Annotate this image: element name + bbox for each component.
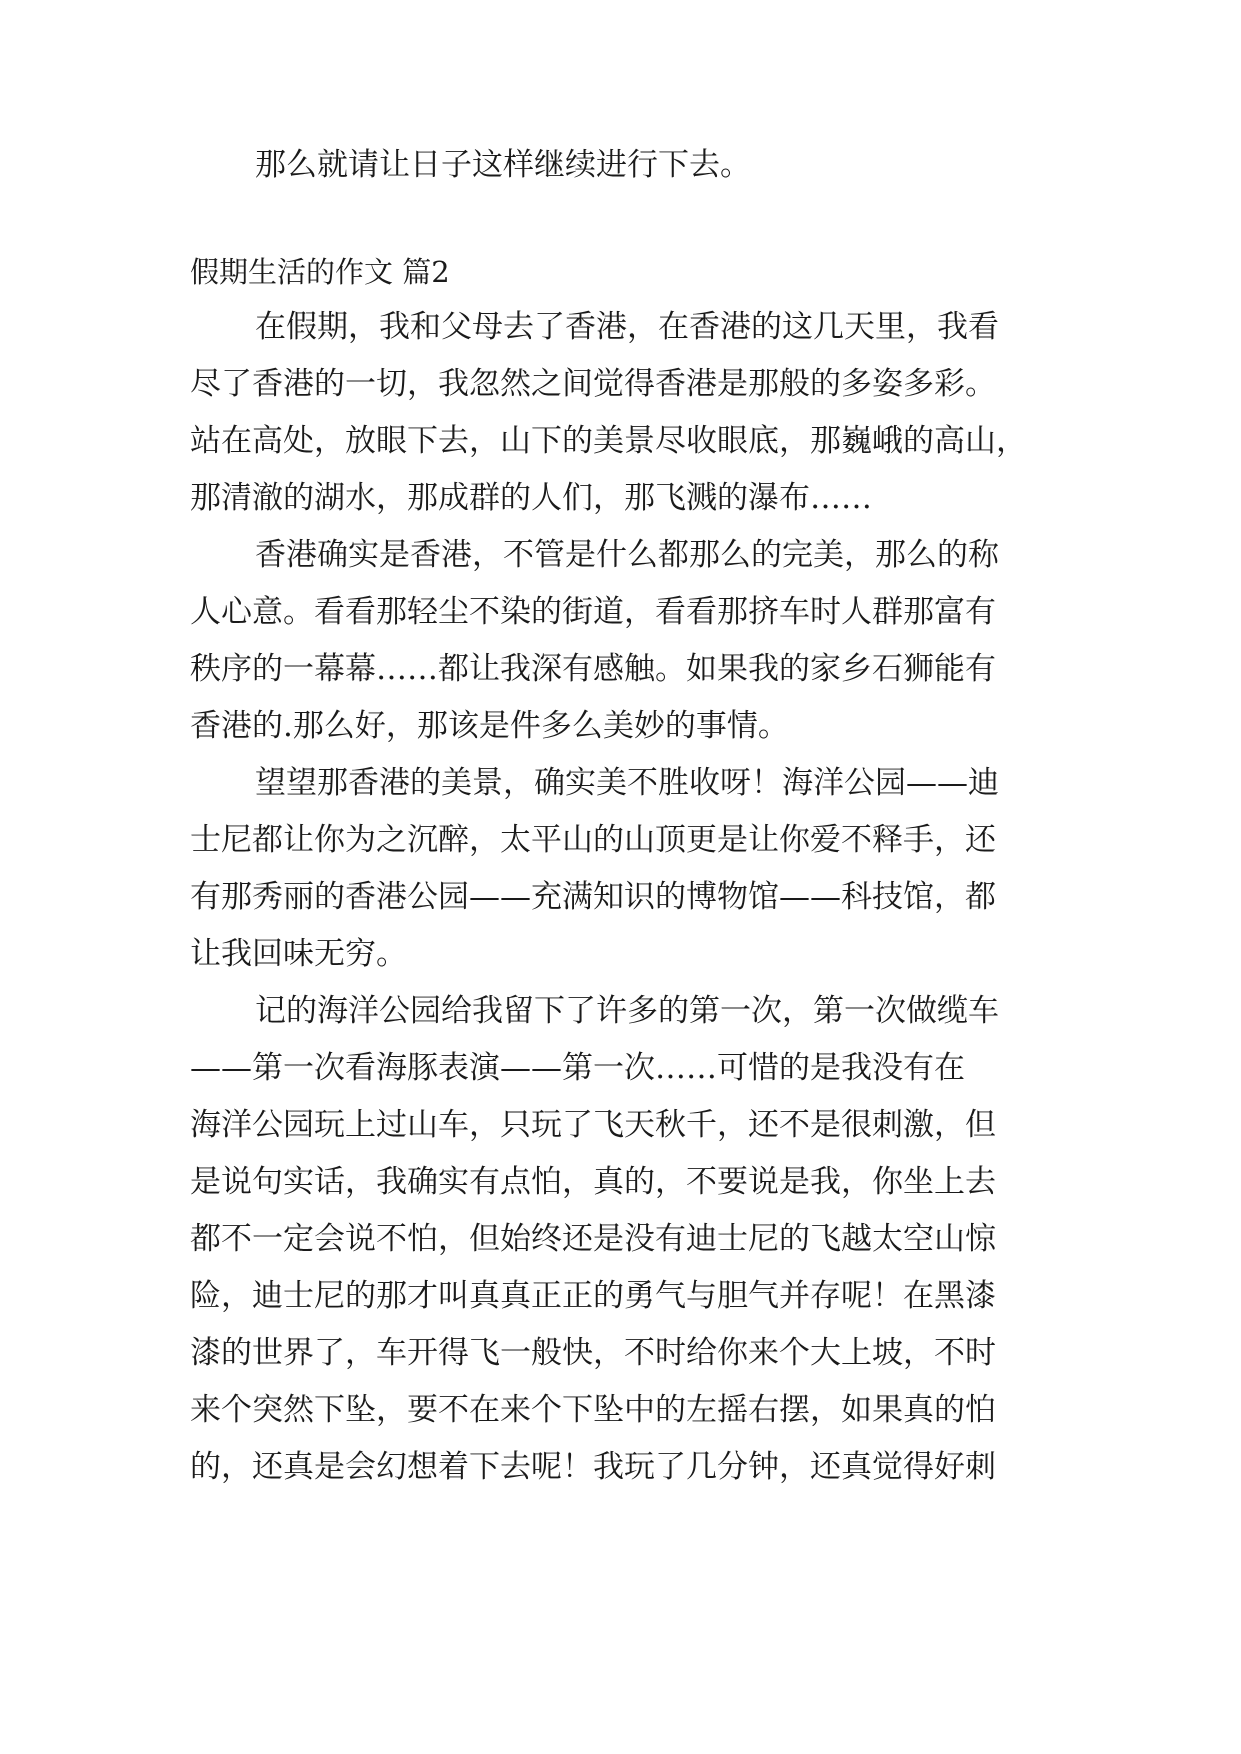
paragraph-1-line-4: 那清澈的湖水，那成群的人们，那飞溅的瀑布…… (190, 480, 872, 516)
paragraph-2-line-1: 香港确实是香港，不管是什么都那么的完美，那么的称 (255, 537, 999, 573)
continuation-line: 那么就请让日子这样继续进行下去。 (255, 147, 751, 183)
paragraph-4-line-3: 海洋公园玩上过山车，只玩了飞天秋千，还不是很刺激，但 (190, 1107, 996, 1143)
paragraph-3-line-1: 望望那香港的美景，确实美不胜收呀！海洋公园——迪 (255, 765, 999, 801)
paragraph-1-line-2: 尽了香港的一切，我忽然之间觉得香港是那般的多姿多彩。 (190, 366, 996, 402)
paragraph-1-line-3: 站在高处，放眼下去，山下的美景尽收眼底，那巍峨的高山， (190, 423, 1027, 459)
paragraph-1-line-1: 在假期，我和父母去了香港，在香港的这几天里，我看 (255, 309, 999, 345)
paragraph-4-line-6: 险，迪士尼的那才叫真真正正的勇气与胆气并存呢！在黑漆 (190, 1278, 996, 1314)
paragraph-3-line-2: 士尼都让你为之沉醉，太平山的山顶更是让你爱不释手，还 (190, 822, 996, 858)
paragraph-3-line-4: 让我回味无穷。 (190, 936, 407, 972)
paragraph-4-line-4: 是说句实话，我确实有点怕，真的，不要说是我，你坐上去 (190, 1164, 996, 1200)
paragraph-2-line-4: 香港的.那么好，那该是件多么美妙的事情。 (190, 708, 789, 744)
paragraph-4-line-8: 来个突然下坠，要不在来个下坠中的左摇右摆，如果真的怕 (190, 1392, 996, 1428)
paragraph-2-line-2: 人心意。看看那轻尘不染的街道，看看那挤车时人群那富有 (190, 594, 996, 630)
paragraph-4-line-5: 都不一定会说不怕，但始终还是没有迪士尼的飞越太空山惊 (190, 1221, 996, 1257)
paragraph-4-line-9: 的，还真是会幻想着下去呢！我玩了几分钟，还真觉得好刺 (190, 1449, 996, 1485)
paragraph-4-line-2: ——第一次看海豚表演——第一次……可惜的是我没有在 (190, 1050, 965, 1086)
paragraph-3-line-3: 有那秀丽的香港公园——充满知识的博物馆——科技馆，都 (190, 879, 996, 915)
section-title: 假期生活的作文 篇2 (190, 255, 450, 289)
paragraph-4-line-7: 漆的世界了，车开得飞一般快，不时给你来个大上坡，不时 (190, 1335, 996, 1371)
paragraph-2-line-3: 秩序的一幕幕……都让我深有感触。如果我的家乡石狮能有 (190, 651, 996, 687)
paragraph-4-line-1: 记的海洋公园给我留下了许多的第一次，第一次做缆车 (255, 993, 999, 1029)
